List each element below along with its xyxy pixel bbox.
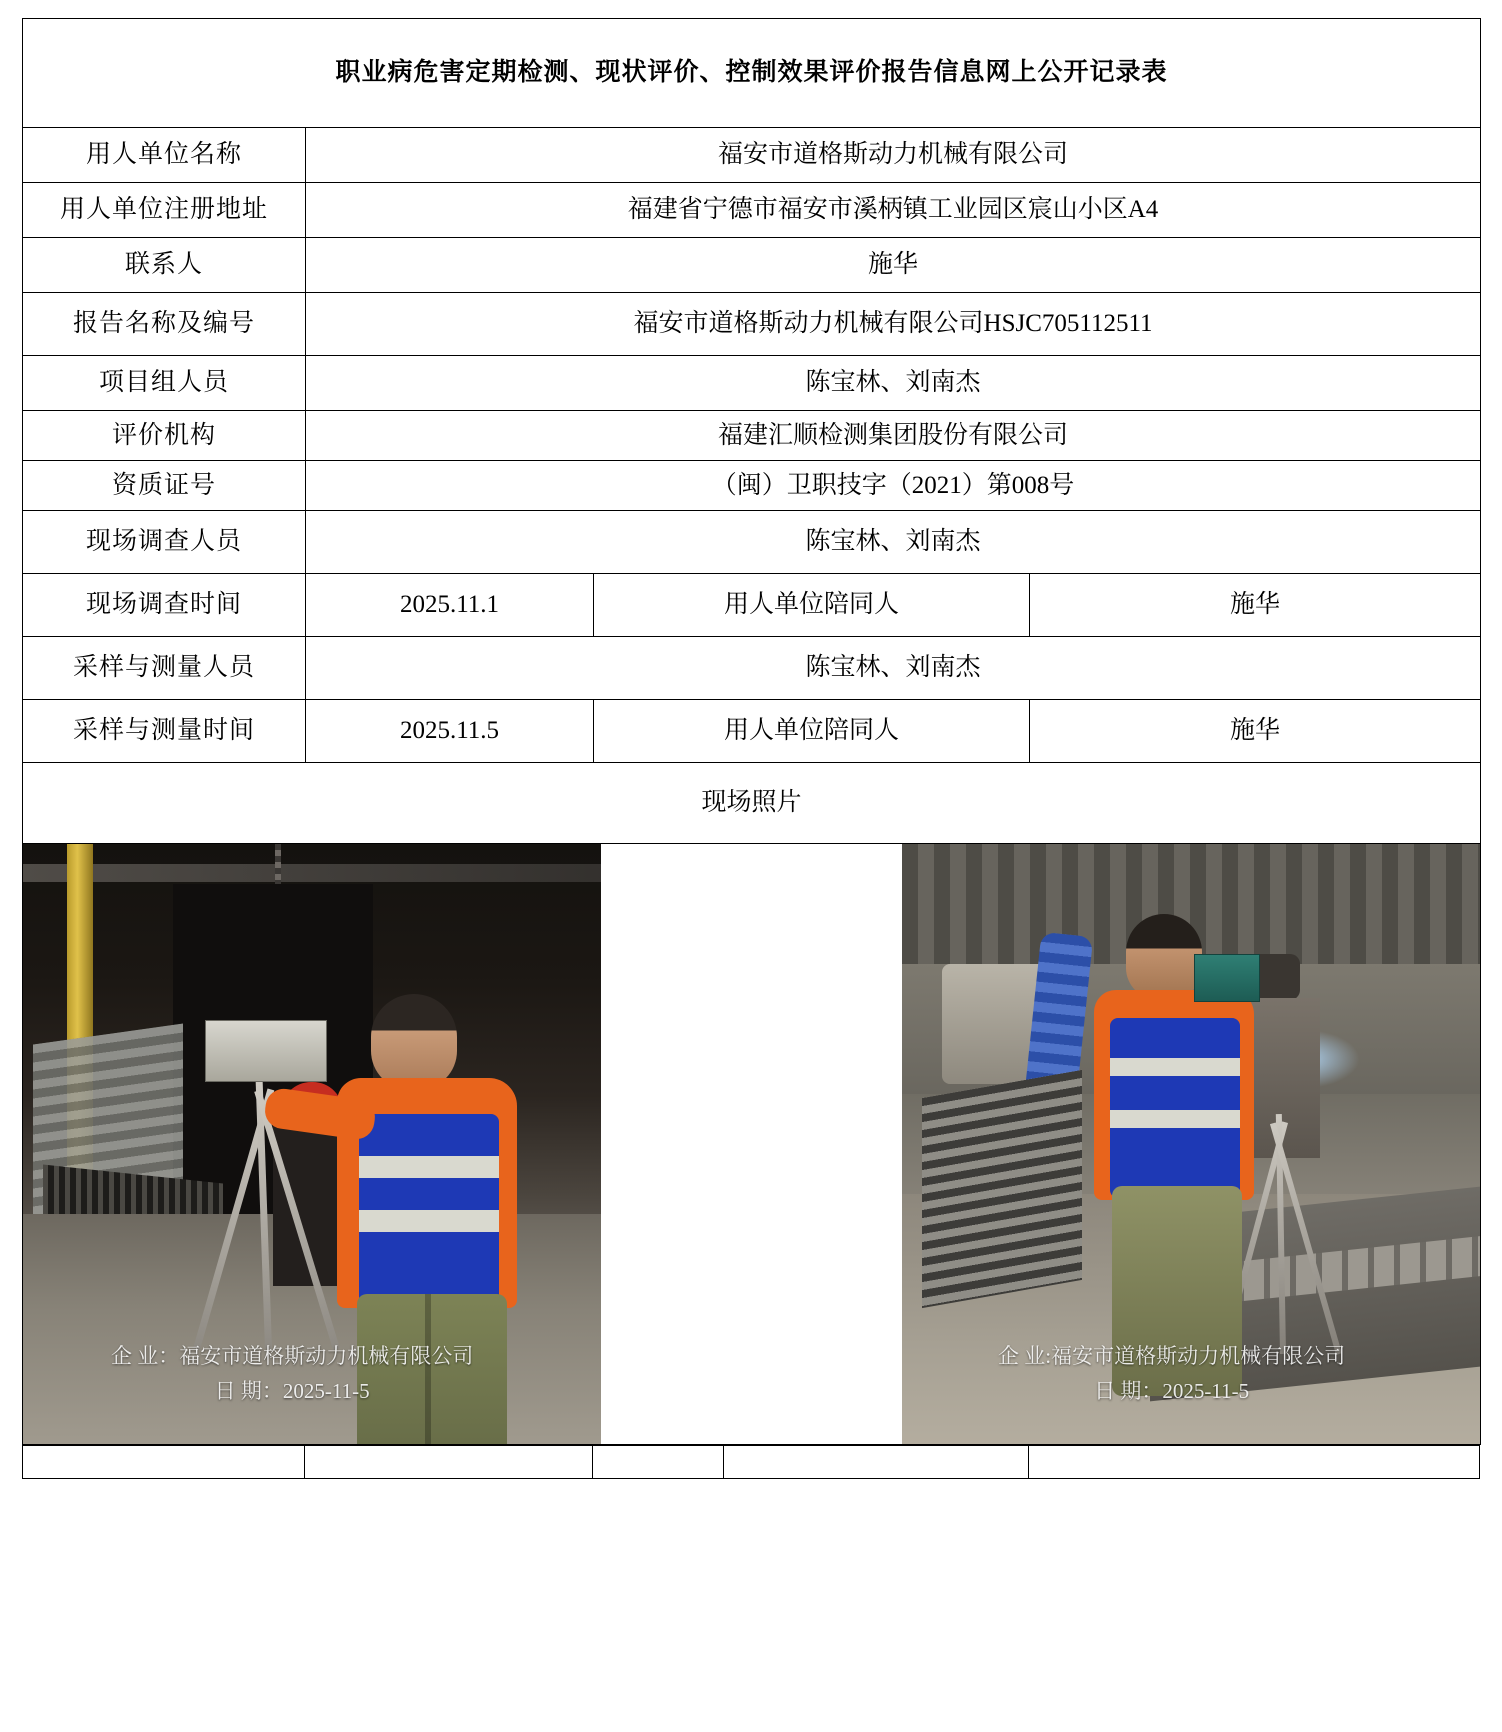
row-value-employer-address: 福建省宁德市福安市溪柄镇工业园区宸山小区A4 (306, 183, 1481, 238)
row-value-report-name-number: 福安市道格斯动力机械有限公司HSJC705112511 (306, 293, 1481, 356)
row-value-survey-accompany-name: 施华 (1030, 574, 1481, 637)
reflective-vest (1110, 1018, 1240, 1198)
bottom-cell-2 (305, 1446, 593, 1478)
table-row-survey-time (23, 574, 1481, 637)
site-photos-cell (23, 844, 1481, 1445)
caption-company-line (111, 1339, 473, 1375)
row-label-assessment-agency: 评价机构 (23, 411, 306, 461)
row-label-sampling-staff: 采样与测量人员 (23, 637, 306, 700)
vest-stripe (1110, 1110, 1240, 1128)
table-bottom-empty-row (22, 1445, 1480, 1479)
caption-date-label: 日 期： (1094, 1379, 1163, 1404)
bottom-cell-3 (593, 1446, 724, 1478)
row-value-employer-name: 福安市道格斯动力机械有限公司 (306, 128, 1481, 183)
row-label-sampling-accompany: 用人单位陪同人 (594, 700, 1030, 763)
caption-company-line (998, 1339, 1345, 1375)
caption-company-label: 企 业: (998, 1343, 1052, 1368)
caption-company-value: 福安市道格斯动力机械有限公司 (1051, 1343, 1346, 1368)
site-photos-label: 现场照片 (23, 763, 1481, 844)
bottom-cell-4 (724, 1446, 1029, 1478)
caption-date-value: 2025-11-5 (282, 1379, 370, 1404)
row-label-employer-name: 用人单位名称 (23, 128, 306, 183)
site-photos-container (23, 844, 1480, 1444)
row-label-survey-accompany: 用人单位陪同人 (594, 574, 1030, 637)
caption-company-value: 福安市道格斯动力机械有限公司 (179, 1343, 474, 1368)
vest-stripe (1110, 1058, 1240, 1076)
row-value-assessment-agency: 福建汇顺检测集团股份有限公司 (306, 411, 1481, 461)
vest-stripe (359, 1156, 499, 1178)
caption-date-value: 2025-11-5 (1162, 1379, 1250, 1404)
row-value-qualification-number: （闽）卫职技字（2021）第008号 (306, 461, 1481, 511)
photo-caption-left (111, 1339, 473, 1410)
table-row-sampling-time (23, 700, 1481, 763)
row-label-contact-person: 联系人 (23, 238, 306, 293)
row-value-project-team: 陈宝林、刘南杰 (306, 356, 1481, 411)
steel-plate-stack (922, 1070, 1082, 1308)
vest-stripe (359, 1210, 499, 1232)
bottom-cell-5 (1029, 1446, 1479, 1478)
row-label-qualification-number: 资质证号 (23, 461, 306, 511)
bottom-cell-1 (23, 1446, 305, 1478)
caption-date-line (111, 1374, 473, 1410)
site-photo-left (23, 844, 601, 1444)
row-value-survey-date: 2025.11.1 (306, 574, 594, 637)
row-label-survey-time: 现场调查时间 (23, 574, 306, 637)
photo-caption-right (998, 1339, 1345, 1410)
caption-date-label: 日 期： (214, 1379, 283, 1404)
caption-date-line (998, 1374, 1345, 1410)
caption-company-label: 企 业： (111, 1343, 180, 1368)
row-value-contact-person: 施华 (306, 238, 1481, 293)
row-label-sampling-time: 采样与测量时间 (23, 700, 306, 763)
row-label-project-team: 项目组人员 (23, 356, 306, 411)
record-table (22, 18, 1481, 1445)
row-label-report-name-number: 报告名称及编号 (23, 293, 306, 356)
row-label-site-survey-staff: 现场调查人员 (23, 511, 306, 574)
detection-instrument (1194, 954, 1260, 1002)
row-value-sampling-staff: 陈宝林、刘南杰 (306, 637, 1481, 700)
row-label-employer-address: 用人单位注册地址 (23, 183, 306, 238)
detection-instrument (205, 1020, 327, 1082)
inspector-head (371, 994, 457, 1090)
ceiling-beam (23, 864, 601, 882)
site-photo-right (902, 844, 1480, 1444)
row-value-sampling-date: 2025.11.5 (306, 700, 594, 763)
page-title: 职业病危害定期检测、现状评价、控制效果评价报告信息网上公开记录表 (23, 19, 1481, 128)
row-value-site-survey-staff: 陈宝林、刘南杰 (306, 511, 1481, 574)
reflective-vest (359, 1114, 499, 1304)
inspector-head (1126, 914, 1202, 1000)
row-value-sampling-accompany-name: 施华 (1030, 700, 1481, 763)
